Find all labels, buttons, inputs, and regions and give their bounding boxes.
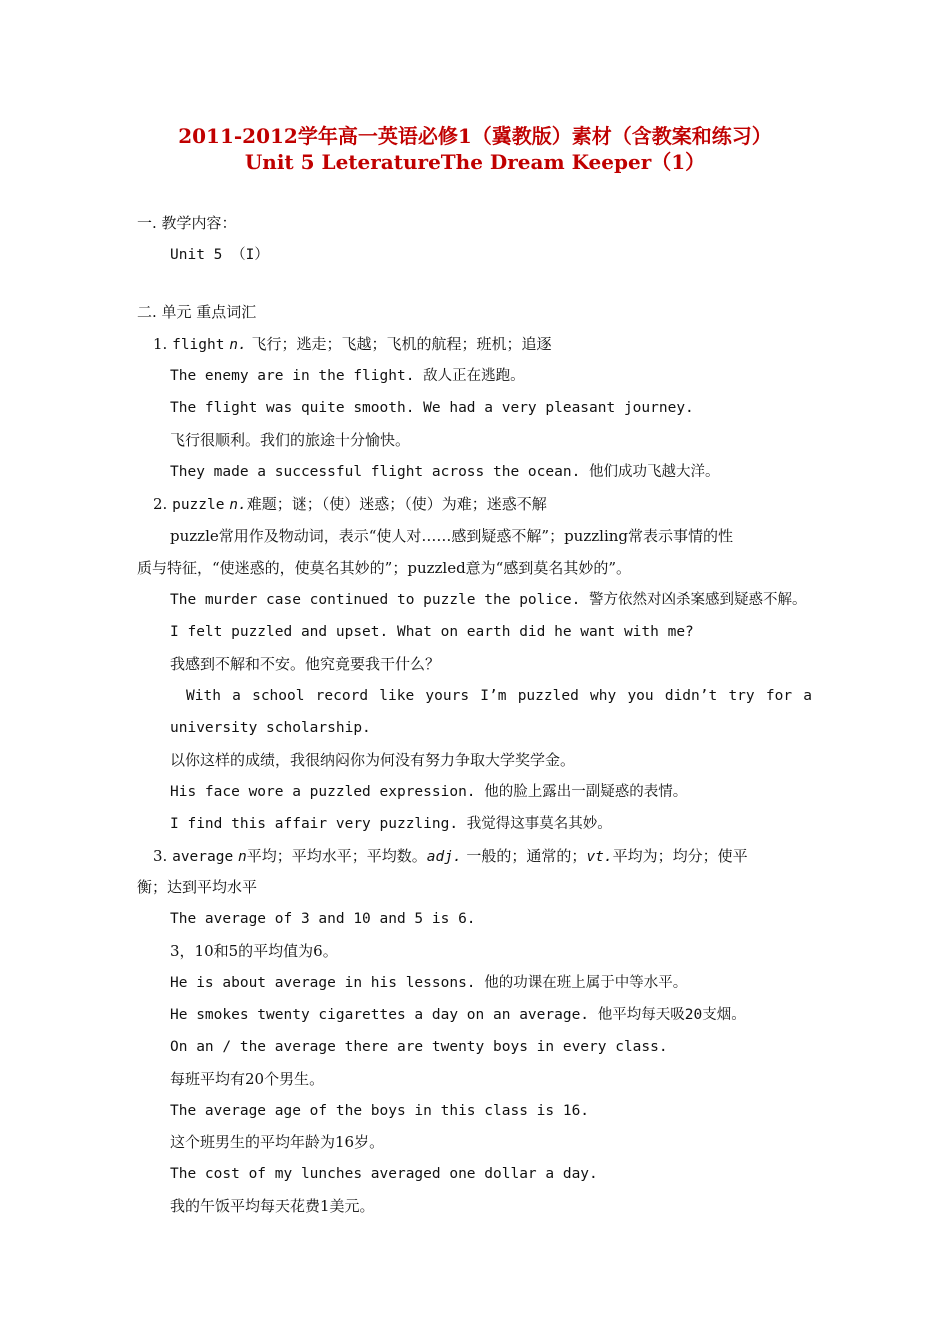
usage-note: 质与特征，“使迷惑的，使莫名其妙的”；puzzled意为“感到莫名其妙的”。 <box>137 559 632 577</box>
vocab-number: 2. <box>153 495 168 513</box>
example-translation: 以你这样的成绩，我很纳闷你为何没有努力争取大学奖学金。 <box>170 751 576 769</box>
vocab-entry-flight <box>153 334 552 355</box>
example-sentence: On an / the average there are twenty boys in every class. <box>170 1039 668 1055</box>
vocab-pos: vt. <box>586 849 613 865</box>
example-sentence: With a school record like yours I’m puzzled why you didn’t try for a <box>186 688 812 704</box>
vocab-pos: adj. <box>426 849 462 865</box>
vocab-word: average <box>172 849 234 865</box>
vocab-number: 1. <box>153 335 168 353</box>
example-sentence: The average age of the boys in this class is 16. <box>170 1103 590 1119</box>
vocab-word: puzzle <box>172 497 225 513</box>
example-sentence: He smokes twenty cigarettes a day on an average. 他平均每天吸20支烟。 <box>170 1007 746 1023</box>
vocab-meaning: 平均；平均水平；平均数。 <box>246 847 427 865</box>
example-sentence: university scholarship. <box>170 720 371 736</box>
example-translation: 这个班男生的平均年龄为16岁。 <box>170 1133 385 1151</box>
example-sentence: The enemy are in the flight. 敌人正在逃跑。 <box>170 368 525 384</box>
example-sentence: They made a successful flight across the ocean. 他们成功飞越大洋。 <box>170 464 720 480</box>
document-subtitle: Unit 5 LeteratureThe Dream Keeper（1） <box>244 150 706 174</box>
usage-note: puzzle常用作及物动词，表示“使人对……感到疑惑不解”；puzzling常表示事情的性 <box>170 527 734 545</box>
vocab-meaning-continued: 衡；达到平均水平 <box>137 878 258 896</box>
example-translation: 我感到不解和不安。他究竟要我干什么？ <box>170 655 441 673</box>
vocab-entry-puzzle <box>153 494 547 515</box>
section-heading-vocab: 二. 单元 重点词汇 <box>137 303 257 321</box>
example-sentence: The murder case continued to puzzle the police. 警方依然对凶杀案感到疑惑不解。 <box>170 592 807 608</box>
example-translation: 每班平均有20个男生。 <box>170 1070 325 1088</box>
vocab-entry-average <box>153 846 748 867</box>
vocab-meaning: 难题；谜；（使）迷惑；（使）为难；迷惑不解 <box>246 495 547 513</box>
vocab-pos: n. <box>229 337 247 353</box>
example-sentence: The cost of my lunches averaged one dollar a day. <box>170 1166 598 1182</box>
vocab-meaning: 飞行；逃走；飞越；飞机的航程；班机；追逐 <box>251 335 552 353</box>
example-sentence: The flight was quite smooth. We had a very pleasant journey. <box>170 400 694 416</box>
example-sentence: I felt puzzled and upset. What on earth did he want with me? <box>170 624 694 640</box>
example-translation: 飞行很顺利。我们的旅途十分愉快。 <box>170 431 411 449</box>
vocab-pos: n <box>237 849 247 865</box>
example-translation: 3，10和5的平均值为6。 <box>170 942 338 960</box>
example-sentence: I find this affair very puzzling. 我觉得这事莫名其妙。 <box>170 816 612 832</box>
document-title: 2011-2012学年高一英语必修1（冀教版）素材（含教案和练习） <box>178 124 772 148</box>
vocab-pos: n. <box>229 497 247 513</box>
vocab-meaning: 平均为；均分；使平 <box>612 847 748 865</box>
section-content-unit: Unit 5 （I） <box>170 247 269 263</box>
section-heading-content: 一. 教学内容： <box>137 214 237 232</box>
vocab-word: flight <box>172 337 225 353</box>
example-translation: 我的午饭平均每天花费1美元。 <box>170 1197 375 1215</box>
vocab-meaning: 一般的；通常的； <box>461 847 587 865</box>
example-sentence: He is about average in his lessons. 他的功课在班上属于中等水平。 <box>170 975 688 991</box>
vocab-number: 3. <box>153 847 168 865</box>
example-sentence: The average of 3 and 10 and 5 is 6. <box>170 911 476 927</box>
example-sentence: His face wore a puzzled expression. 他的脸上露出一副疑惑的表情。 <box>170 784 688 800</box>
